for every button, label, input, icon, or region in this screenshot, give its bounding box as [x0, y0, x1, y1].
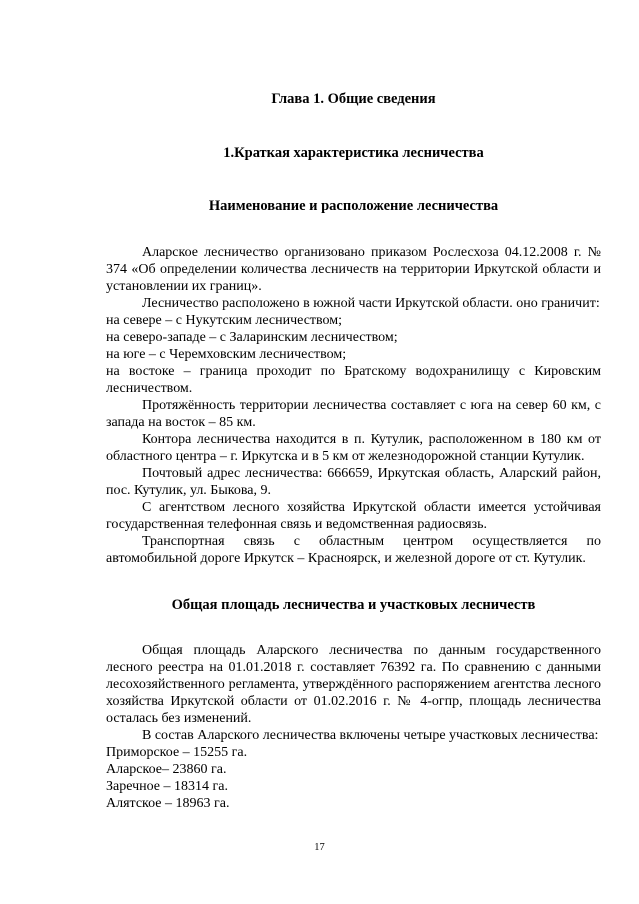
paragraph-communication: С агентством лесного хозяйства Иркутской области имеется устойчивая государственная телефонная связь и ведомственная радиосвязь.: [106, 500, 601, 532]
chapter-title: Глава 1. Общие сведения: [271, 91, 436, 107]
subsection-title-location: Наименование и расположение лесничества: [208, 198, 499, 214]
paragraph-location: Лесничество расположено в южной части Иркутской области. оно граничит:: [142, 296, 600, 311]
paragraph-transport: Транспортная связь с областным центром осуществляется по автомобильной дороге Иркутск – Красноярск, и железной дороге от ст. Кутулик.: [106, 534, 601, 566]
paragraph-district-list-intro: В состав Аларского лесничества включены четыре участковых лесничества:: [142, 728, 599, 743]
border-east: на востоке – граница проходит по Братскому водохранилищу с Кировским лесничеством.: [106, 364, 601, 396]
border-south: на юге – с Черемховским лесничеством;: [106, 347, 347, 362]
list-item: Алятское – 18963 га.: [106, 796, 230, 811]
paragraph-organization: Аларское лесничество организовано приказом Рослесхоза 04.12.2008 г. № 374 «Об определении количества лесничеств на территории Иркутской области и установлении их границ».: [106, 245, 601, 294]
section-title: 1.Краткая характеристика лесничества: [223, 145, 484, 161]
subsection-title-area: Общая площадь лесничества и участковых лесничеств: [171, 597, 536, 613]
page-number: 17: [314, 842, 325, 853]
border-northwest: на северо-западе – с Заларинским лесничеством;: [106, 330, 398, 345]
list-item: Заречное – 18314 га.: [106, 779, 228, 794]
paragraph-postal-address: Почтовый адрес лесничества: 666659, Иркутская область, Аларский район, пос. Кутулик, ул. Быкова, 9.: [106, 466, 601, 498]
paragraph-extent: Протяжённость территории лесничества составляет с юга на север 60 км, с запада на восток – 85 км.: [106, 398, 601, 430]
paragraph-office: Контора лесничества находится в п. Кутулик, расположенном в 180 км от областного центра – г. Иркутска и в 5 км от железнодорожной станции Кутулик.: [106, 432, 601, 464]
list-item: Приморское – 15255 га.: [106, 745, 248, 760]
paragraph-total-area: Общая площадь Аларского лесничества по данным государственного лесного реестра на 01.01.2018 г. составляет 76392 га. По сравнению с данными лесохозяйственного регламента, утверждённого распоряжением агентства лесного хозяйства Иркутской области от 01.02.2016 г. № 4-огпр, площадь лесничества осталась без изменений.: [106, 643, 601, 726]
list-item: Аларское– 23860 га.: [106, 762, 227, 777]
page-content: [106, 90, 601, 812]
border-north: на севере – с Нукутским лесничеством;: [106, 313, 343, 328]
